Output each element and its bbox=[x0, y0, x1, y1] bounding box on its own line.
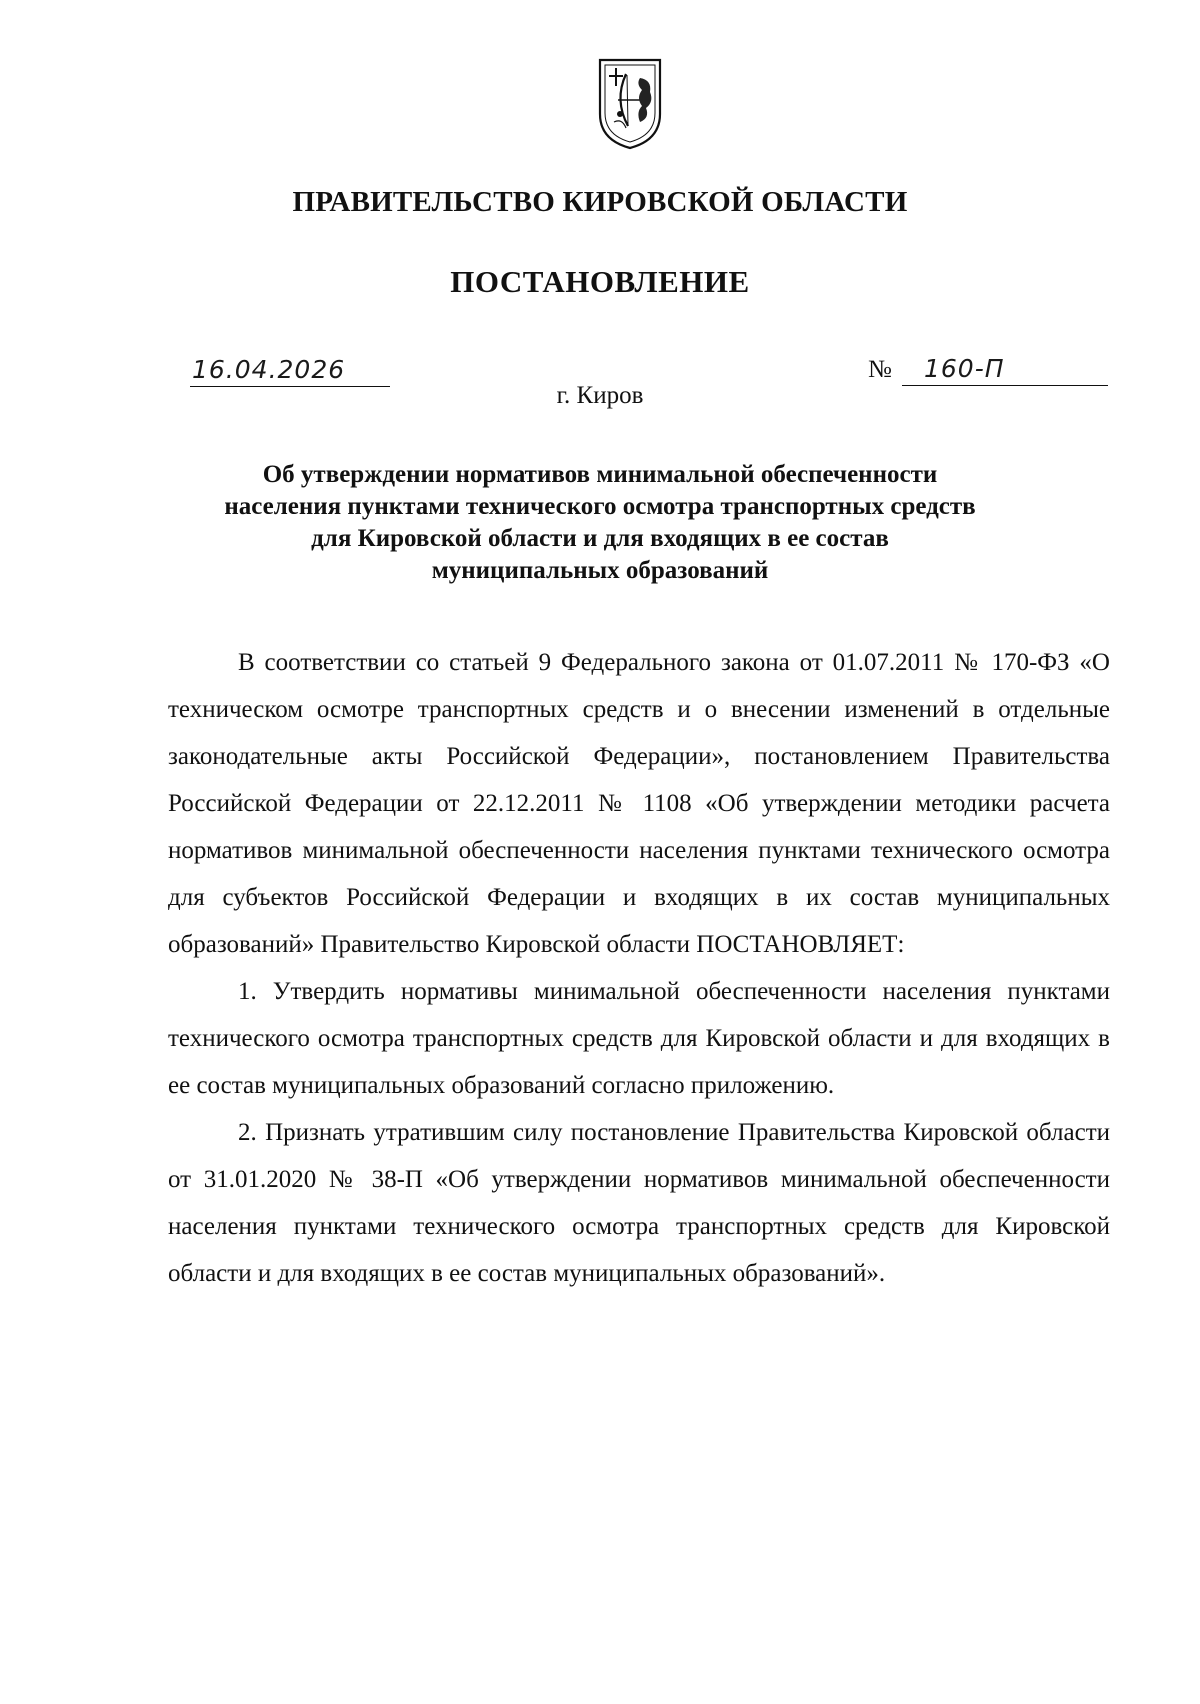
document-body bbox=[168, 639, 1110, 1297]
preamble-paragraph: В соответствии со статьей 9 Федерального закона от 01.07.2011 № 170-ФЗ «О техническом осмотре транспортных средств и о внесении изменений в отдельные законодательные акты Российской Федерации», постановлением Правительства Российской Федерации от 22.12.2011 № 1108 «Об утверждении методики расчета нормативов минимальной обеспеченности населения пунктами технического осмотра для субъектов Российской Федерации и входящих в их состав муниципальных образований» Правительство Кировской области ПОСТАНОВЛЯЕТ: bbox=[168, 649, 1110, 958]
subject-line: Об утверждении нормативов минимальной обеспеченности bbox=[262, 461, 938, 488]
number-sign: № bbox=[868, 356, 892, 383]
clause-2-paragraph: 2. Признать утратившим силу постановление Правительства Кировской области от 31.01.2020 № 38-П «Об утверждении нормативов минимальной обеспеченности населения пунктами технического осмотра транспортных средств для Кировской области и для входящих в ее состав муниципальных образований». bbox=[168, 1119, 1110, 1287]
number-underline bbox=[902, 351, 1108, 386]
document-subject bbox=[160, 459, 1040, 587]
document-number: 160-П bbox=[924, 354, 1005, 383]
government-title: ПРАВИТЕЛЬСТВО КИРОВСКОЙ ОБЛАСТИ bbox=[292, 186, 908, 218]
document-type-title: ПОСТАНОВЛЕНИЕ bbox=[450, 264, 750, 299]
clause-1-paragraph: 1. Утвердить нормативы минимальной обеспеченности населения пунктами технического осмотра транспортных средств для Кировской области и для входящих в ее состав муниципальных образований согласно приложению. bbox=[168, 978, 1110, 1099]
document-date: 16.04.2026 bbox=[192, 355, 346, 384]
subject-line: для Кировской области и для входящих в ее состав bbox=[311, 525, 889, 552]
issuing-city: г. Киров bbox=[556, 382, 644, 409]
subject-line: населения пунктами технического осмотра транспортных средств bbox=[224, 493, 976, 520]
document-number-field bbox=[868, 352, 1108, 386]
subject-line: муниципальных образований bbox=[431, 557, 769, 584]
coat-of-arms-icon bbox=[596, 56, 664, 152]
